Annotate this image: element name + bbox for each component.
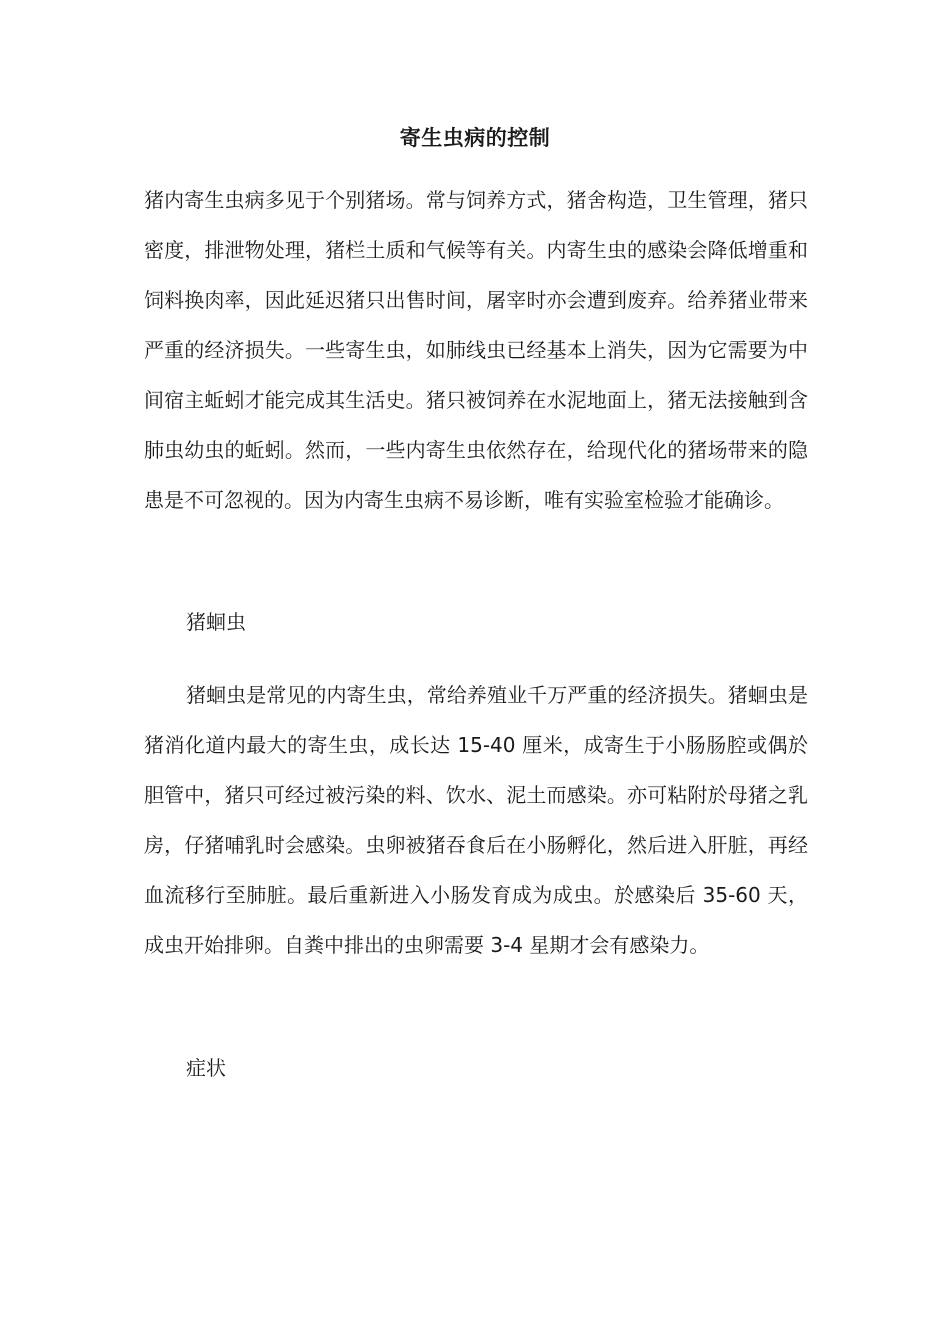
- intro-paragraph: 猪内寄生虫病多见于个别猪场。常与饲养方式，猪舍构造，卫生管理，猪只密度，排泄物处理，猪栏土质和气候等有关。内寄生虫的感染会降低增重和饲料换肉率，因此延迟猪只出售时间，屠宰时亦会遭到废弃。给养猪业带来严重的经济损失。一些寄生虫，如肺线虫已经基本上消失，因为它需要为中间宿主蚯蚓才能完成其生活史。猪只被饲养在水泥地面上，猪无法接触到含肺虫幼虫的蚯蚓。然而，一些内寄生虫依然存在，给现代化的猪场带来的隐患是不可忽视的。因为内寄生虫病不易诊断，唯有实验室检验才能确诊。: [144, 188, 808, 512]
- section-heading-symptoms: 症状: [186, 1056, 226, 1080]
- section-heading-roundworm: 猪蛔虫: [186, 610, 246, 634]
- roundworm-paragraph: 猪蛔虫是常见的内寄生虫，常给养殖业千万严重的经济损失。猪蛔虫是猪消化道内最大的寄生虫，成长达 15-40 厘米，成寄生于小肠肠腔或偶於胆管中，猪只可经过被污染的料、饮水、泥土而感染。亦可粘附於母猪之乳房，仔猪哺乳时会感染。虫卵被猪吞食后在小肠孵化，然后进入肝脏，再经血流移行至肺脏。最后重新进入小肠发育成为成虫。於感染后 35-60 天，成虫开始排卵。自粪中排出的虫卵需要 3-4 星期才会有感染力。: [144, 683, 808, 957]
- document-title: 寄生虫病的控制: [399, 126, 551, 150]
